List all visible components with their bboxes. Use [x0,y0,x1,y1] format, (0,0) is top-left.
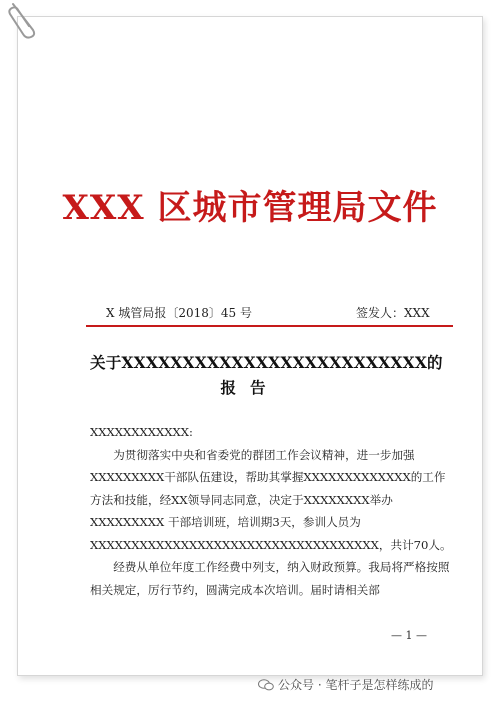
document-page [17,16,483,676]
body-paragraph: 经费从单位年度工作经费中列支，纳入财政预算。我局将严格按照相关规定，厉行节约，圆满完成本次培训。届时请相关部 [90,560,450,597]
red-separator-line [86,325,453,327]
salutation: XXXXXXXXXXXX: [90,425,193,439]
page-number: — 1 — [391,629,427,642]
watermark-text: 公众号 · 笔杆子是怎样练成的 [278,678,434,692]
signer-label: 签发人：XXX [356,306,430,320]
watermark [258,676,433,693]
wechat-icon [258,679,274,691]
paperclip-icon [5,0,39,40]
subject-title-line1: 关于XXXXXXXXXXXXXXXXXXXXXXXXX的 [90,353,443,372]
red-header-title: XXX 区城市管理局文件 [62,188,438,228]
subject-title-line2: 报告 [220,378,280,397]
document-body [90,421,452,601]
body-paragraph: 为贯彻落实中央和省委党的群团工作会议精神，进一步加强XXXXXXXXX干部队伍建设，帮助其掌握XXXXXXXXXXXXX的工作方法和技能，经XX领导同志同意，决定于XXXXXXXX举办 XXXXXXXXX 干部培训班，培训期3天，参训人员为XXXXXXXXXXXXXXXXXXXXXXXXXXXXXXXXXXX，共计70人。 [90,447,452,552]
document-number: X 城管局报〔2018〕45 号 [106,306,252,320]
